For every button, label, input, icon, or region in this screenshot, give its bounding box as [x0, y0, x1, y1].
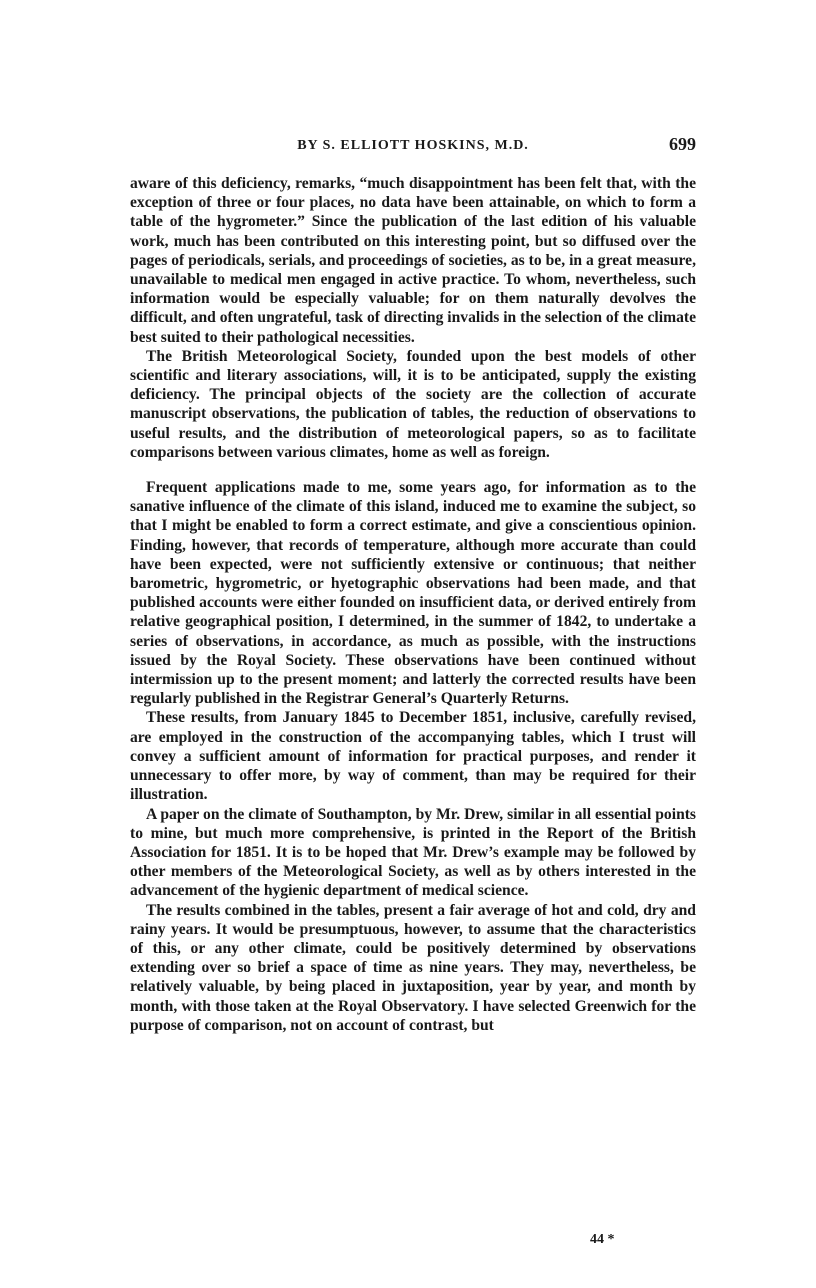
body-text: [130, 174, 696, 1035]
signature-mark: 44 *: [590, 1232, 615, 1247]
paragraph-6: The results combined in the tables, present a fair average of hot and cold, dry and rainy years. It would be presumptuous, however, to assume that the characteristics of this, or any other climate, could be positively determined by observations extending over so brief a space of time as nine years. They may, nevertheless, be relatively valuable, by being placed in juxtaposition, year by year, and month by month, with those taken at the Royal Observatory. I have selected Greenwich for the purpose of comparison, not on account of contrast, but: [130, 901, 696, 1034]
running-head: BY S. ELLIOTT HOSKINS, M.D.: [297, 138, 529, 153]
paragraph-1: aware of this deficiency, remarks, “much disappointment has been felt that, with the exception of three or four places, no data have been attainable, on which to form a table of the hygrometer.” Since the publication of the last edition of his valuable work, much has been contributed on this interesting point, but so diffused over the pages of periodicals, serials, and proceedings of societies, as to be, in a great measure, unavailable to medical men engaged in active practice. To whom, nevertheless, such information would be especially valuable; for on them naturally devolves the difficult, and often ungrateful, task of directing invalids in the selection of the climate best suited to their pathological necessities.: [130, 175, 696, 346]
page-header: [130, 132, 696, 154]
paragraph-2: The British Meteorological Society, founded upon the best models of other scientific and literary associations, will, it is to be anticipated, supply the existing deficiency. The principal objects of the society are the collection of accurate manuscript observations, the publication of tables, the reduction of observations to useful results, and the distribution of meteorological papers, so as to facilitate comparisons between various climates, home as well as foreign.: [130, 347, 696, 461]
page-number: 699: [669, 134, 696, 154]
paragraph-3: Frequent applications made to me, some years ago, for information as to the sanative influence of the climate of this island, induced me to examine the subject, so that I might be enabled to form a correct estimate, and give a conscientious opinion. Finding, however, that records of temperature, although more accurate than could have been expected, were not sufficiently extensive or continuous; that neither barometric, hygrometric, or hyetographic observations had been made, and that published accounts were either founded on insufficient data, or derived entirely from relative geographical position, I determined, in the summer of 1842, to undertake a series of observations, in accordance, as much as possible, with the instructions issued by the Royal Society. These observations have been continued without intermission up to the present moment; and latterly the corrected results have been regularly published in the Registrar General’s Quarterly Returns.: [130, 479, 696, 708]
paragraph-5: A paper on the climate of Southampton, by Mr. Drew, similar in all essential points to mine, but much more comprehensive, is printed in the Report of the British Association for 1851. It is to be hoped that Mr. Drew’s example may be followed by other members of the Meteorological Society, as well as by others interested in the advancement of the hygienic department of medical science.: [130, 805, 696, 900]
paragraph-4: These results, from January 1845 to December 1851, inclusive, carefully revised, are employed in the construction of the accompanying tables, which I trust will convey a sufficient amount of information for practical purposes, and render it unnecessary to offer more, by way of comment, than may be required for their illustration.: [130, 709, 696, 804]
